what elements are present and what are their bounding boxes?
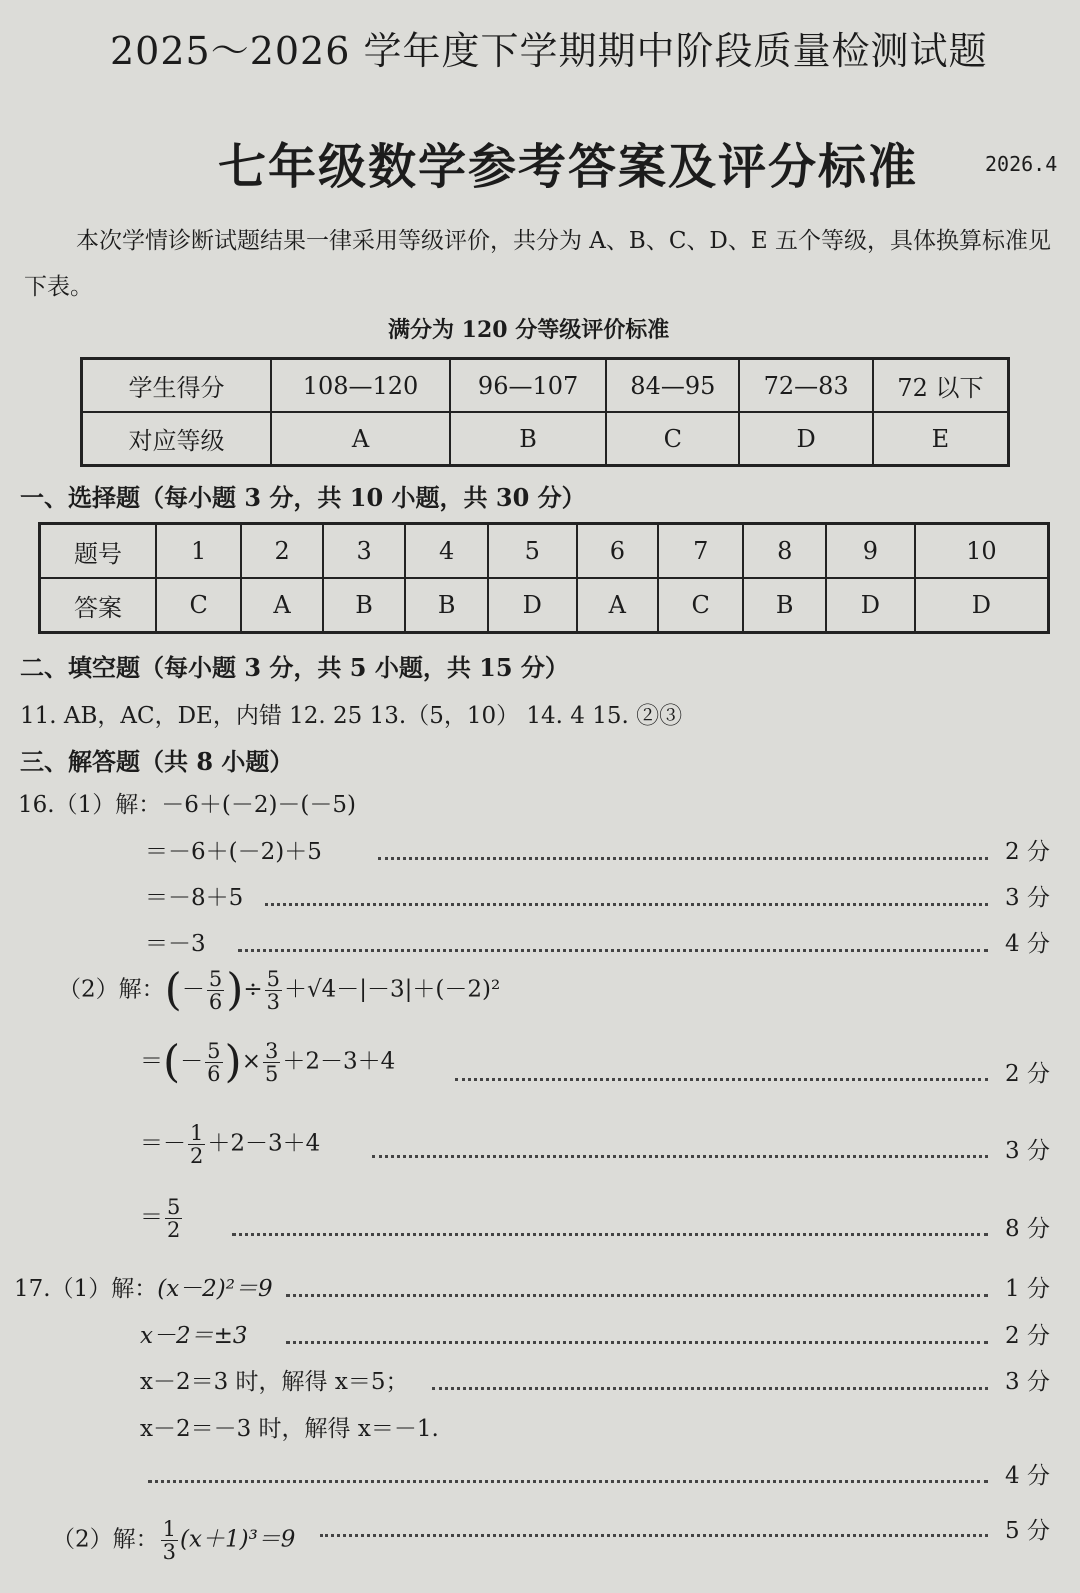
fraction: $\frac{5}{6}$ [207,1039,221,1087]
q17-part1-label: 17.（1）解： [14,1276,158,1302]
answer-key-title: 七年级数学参考答案及评分标准 [218,139,919,195]
q17-part2-line: （2）解： $\frac{1}{3}$ (x＋1)³＝9 [52,1517,296,1565]
score-range-cell: 72 以下 [873,359,1009,413]
score-range-cell: 96—107 [450,359,606,413]
dotted-leader [378,857,988,860]
grade-cell: D [739,412,872,466]
step-score: 5 分 [1005,1518,1050,1544]
q16-part2-expression-tail: ＋√4－|－3|＋(－2)² [284,976,501,1003]
q16-part1-step: ＝－3 [145,931,206,957]
section1-heading: 一、选择题（每小题 3 分，共 10 小题，共 30 分） [20,483,586,512]
q17-part1-line: x－2＝3 时，解得 x＝5； [140,1369,409,1395]
answer-cell: C [156,578,241,633]
step-score: 3 分 [1005,885,1050,911]
q16-part1-label: 16.（1）解： [18,792,162,818]
section2-heading: 二、填空题（每小题 3 分，共 5 小题，共 15 分） [20,653,569,682]
score-range-cell: 84—95 [606,359,739,413]
dotted-leader [238,949,988,952]
score-range-cell: 108—120 [271,359,450,413]
answer-table-row-label: 题号 [40,524,157,579]
question-number-cell: 1 [156,524,241,579]
dotted-leader [372,1155,988,1158]
answer-cell: D [488,578,577,633]
q16-part2-step: ＝(－ $\frac{5}{6}$ )× $\frac{3}{5}$ ＋2－3＋4 [140,1036,396,1088]
step-score: 2 分 [1005,1061,1050,1087]
fraction: $\frac{3}{5}$ [265,1039,279,1087]
question-number-cell: 8 [743,524,826,579]
step-score: 3 分 [1005,1138,1050,1164]
q17-part2-label: （2）解： [52,1526,159,1553]
q16-part1-problem [18,786,356,819]
grade-cell: C [606,412,739,466]
q17-part1-line: x－2＝±3 [140,1323,248,1349]
step-score: 3 分 [1005,1369,1050,1395]
dotted-leader [148,1480,988,1483]
answer-cell: B [323,578,406,633]
grade-table [80,357,1010,467]
dotted-leader [432,1387,988,1390]
question-number-cell: 4 [405,524,488,579]
grade-table-row-label: 对应等级 [82,412,272,466]
answer-cell: A [241,578,322,633]
q16-part2-result: ＝ $\frac{5}{2}$ [140,1195,181,1243]
question-number-cell: 2 [241,524,322,579]
section3-heading: 三、解答题（共 8 小题） [20,747,294,776]
answer-cell: D [915,578,1049,633]
exam-title: 2025～2026 学年度下学期期中阶段质量检测试题 [110,29,988,73]
dotted-leader [265,903,988,906]
fraction: $\frac{5}{3}$ [266,967,281,1015]
fill-in-answers: 11. AB，AC，DE，内错 12. 25 13.（5，10） 14. 4 15. ②③ [20,703,683,729]
grade-cell: E [873,412,1009,466]
question-number-cell: 3 [323,524,406,579]
exam-date: 2026.4 [985,152,1058,176]
step-score: 4 分 [1005,931,1050,957]
fraction: $\frac{1}{3}$ [162,1517,177,1565]
answer-cell: C [658,578,743,633]
step-score: 1 分 [1005,1276,1050,1302]
question-number-cell: 10 [915,524,1049,579]
step-score: 2 分 [1005,839,1050,865]
q16-part1-step: ＝－6＋(－2)＋5 [145,839,322,865]
dotted-leader [455,1078,988,1081]
answer-cell: B [743,578,826,633]
question-number-cell: 6 [577,524,658,579]
score-range-cell: 72—83 [739,359,872,413]
grade-cell: B [450,412,606,466]
answer-cell: B [405,578,488,633]
answer-cell: A [577,578,658,633]
fraction: $\frac{5}{6}$ [208,967,223,1015]
grade-table-caption: 满分为 120 分等级评价标准 [388,317,670,343]
question-number-cell: 9 [826,524,915,579]
answer-cell: D [826,578,915,633]
step-score: 2 分 [1005,1323,1050,1349]
question-number-cell: 5 [488,524,577,579]
intro-paragraph: 本次学情诊断试题结果一律采用等级评价，共分为 A、B、C、D、E 五个等级，具体换算标准见下表。 [24,228,1051,300]
grade-table-row-label: 学生得分 [82,359,272,413]
step-score: 4 分 [1005,1463,1050,1489]
dotted-leader [232,1233,988,1236]
q16-part2-label: （2）解： [58,976,165,1003]
dotted-leader [320,1534,988,1537]
multiple-choice-answer-table [38,522,1050,634]
q16-part2-step: ＝－ $\frac{1}{2}$ ＋2－3＋4 [140,1121,321,1169]
step-score: 8 分 [1005,1216,1050,1242]
q16-part1-step: ＝－8＋5 [145,885,244,911]
answer-table-row-label: 答案 [40,578,157,633]
q16-part2-problem: （2）解：(－ $\frac{5}{6}$ )÷ $\frac{5}{3}$ ＋√4－|－3|＋(－2)² [58,964,501,1016]
fraction: $\frac{5}{2}$ [167,1195,181,1243]
dotted-leader [286,1341,988,1344]
q17-part1-line: 17.（1）解：(x－2)²＝9 [14,1276,273,1302]
grade-cell: A [271,412,450,466]
q16-part1-expression: －6＋(－2)－(－5) [161,792,357,818]
fraction: $\frac{1}{2}$ [190,1121,204,1169]
dotted-leader [286,1294,988,1297]
q17-part1-line: x－2＝－3 时，解得 x＝－1. [140,1416,439,1442]
question-number-cell: 7 [658,524,743,579]
